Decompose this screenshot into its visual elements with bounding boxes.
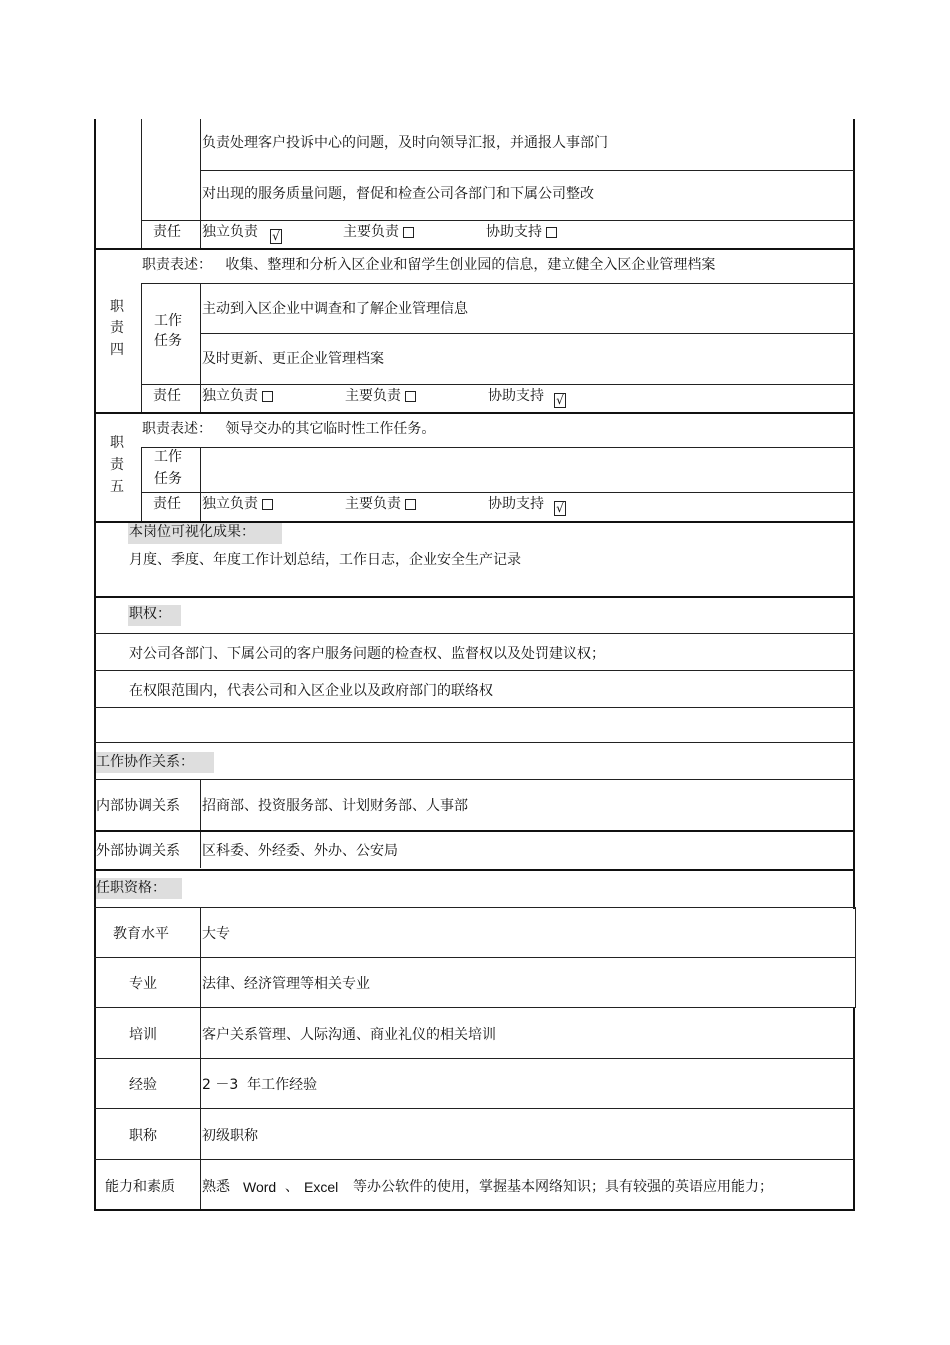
grid-coop-col	[200, 780, 201, 868]
grid-h-19	[94, 907, 856, 908]
grid-right-border-upper	[853, 119, 855, 909]
duty5-work-task-label-1: 工作	[154, 449, 182, 465]
duty5-option-main: 主要负责	[345, 496, 401, 512]
grid-h-11	[94, 596, 854, 598]
duty4-statement: 职责表述： 收集、整理和分析入区企业和留学生创业园的信息，建立健全入区企业管理档案	[142, 257, 716, 273]
grid-h-23	[94, 1108, 854, 1109]
grid-h-12	[94, 633, 854, 634]
duty5-statement: 职责表述： 领导交办的其它临时性工作任务。	[142, 421, 436, 437]
duty4-side-label-2: 责	[110, 320, 124, 336]
duty5-responsibility-label: 责任	[153, 496, 181, 512]
ability-value-part-5: 等办公软件的使用，掌握基本网络知识；具有较强的英语应用能力；	[353, 1179, 773, 1195]
internal-coordination-value: 招商部、投资服务部、计划财务部、人事部	[202, 798, 468, 814]
grid-h-13	[94, 670, 854, 671]
grid-duty5-col1	[141, 447, 142, 521]
ability-value-part-1: 熟悉	[202, 1179, 230, 1195]
visible-results-title: 本岗位可视化成果：	[129, 524, 255, 540]
duty5-main-checkbox[interactable]	[405, 499, 416, 510]
ability-value-part-3: 、	[285, 1179, 299, 1195]
duty3-main-checkbox[interactable]	[403, 227, 414, 238]
duty5-side-label-3: 五	[110, 479, 124, 495]
grid-h-15	[94, 742, 854, 743]
ability-value-part-2: Word	[243, 1179, 277, 1195]
visible-results-text: 月度、季度、年度工作计划总结，工作日志，企业安全生产记录	[129, 552, 521, 568]
duty3-task-2: 对出现的服务质量问题，督促和检查公司各部门和下属公司整改	[202, 186, 594, 202]
duty4-side-label-3: 四	[110, 342, 124, 358]
grid-h-18	[94, 869, 854, 871]
grid-duty-col2-upper	[200, 119, 201, 248]
grid-h-14	[94, 707, 854, 708]
education-label: 教育水平	[113, 926, 169, 942]
grid-h-3	[94, 248, 854, 250]
duty5-side-label-1: 职	[110, 435, 124, 451]
ability-label: 能力和素质	[105, 1179, 175, 1195]
duty4-option-independent: 独立负责	[202, 388, 258, 404]
grid-h-7	[94, 412, 854, 414]
duty4-work-task-label-2: 任务	[154, 333, 182, 349]
education-value: 大专	[202, 926, 230, 942]
experience-label: 经验	[129, 1077, 157, 1093]
grid-h-5	[200, 333, 854, 334]
grid-right-border-bottom	[853, 1007, 855, 1211]
title-rank-label: 职称	[129, 1128, 157, 1144]
cooperation-title: 工作协作关系：	[96, 754, 194, 770]
duty5-independent-checkbox[interactable]	[262, 499, 273, 510]
grid-h-2	[141, 220, 854, 221]
grid-qual-col	[200, 907, 201, 1211]
grid-h-21	[94, 1007, 856, 1008]
duty3-option-independent: 独立负责	[202, 224, 258, 240]
duty5-option-assist: 协助支持	[488, 496, 544, 512]
duty3-task-1: 负责处理客户投诉中心的问题，及时向领导汇报，并通报人事部门	[202, 135, 608, 151]
grid-h-17	[94, 830, 854, 832]
grid-h-6	[141, 384, 854, 385]
qualification-title: 任职资格：	[96, 880, 166, 896]
grid-h-16	[94, 779, 854, 780]
duty5-work-task-label-2: 任务	[154, 471, 182, 487]
major-value: 法律、经济管理等相关专业	[202, 976, 370, 992]
duty4-option-assist: 协助支持	[488, 388, 544, 404]
grid-h-25	[94, 1209, 855, 1211]
duty4-side-label-1: 职	[110, 299, 124, 315]
grid-h-22	[94, 1058, 854, 1059]
major-label: 专业	[129, 976, 157, 992]
duty5-assist-checked[interactable]: √	[554, 501, 566, 516]
grid-h-24	[94, 1159, 854, 1160]
ability-value-part-4: Excel	[304, 1179, 339, 1195]
grid-duty3-col1	[141, 119, 142, 248]
duty4-responsibility-label: 责任	[153, 388, 181, 404]
duty5-side-label-2: 责	[110, 457, 124, 473]
internal-coordination-label: 内部协调关系	[96, 798, 180, 814]
external-coordination-label: 外部协调关系	[96, 843, 180, 859]
duty4-assist-checked[interactable]: √	[554, 393, 566, 408]
duty4-work-task-label-1: 工作	[154, 313, 182, 329]
duty4-main-checkbox[interactable]	[405, 391, 416, 402]
training-label: 培训	[129, 1027, 157, 1043]
grid-h-20	[94, 957, 856, 958]
grid-h-9	[141, 492, 854, 493]
training-value: 客户关系管理、人际沟通、商业礼仪的相关培训	[202, 1027, 496, 1043]
grid-duty4-col1	[141, 284, 142, 413]
duty3-assist-checkbox[interactable]	[546, 227, 557, 238]
grid-h-10	[94, 521, 854, 523]
grid-duty4-col2	[200, 284, 201, 413]
duty5-option-independent: 独立负责	[202, 496, 258, 512]
authority-title: 职权：	[129, 606, 171, 622]
grid-left-border	[94, 119, 96, 1211]
authority-item-2: 在权限范围内，代表公司和入区企业以及政府部门的联络权	[129, 683, 493, 699]
duty4-independent-checkbox[interactable]	[262, 391, 273, 402]
duty3-responsibility-label: 责任	[153, 224, 181, 240]
duty4-task-2: 及时更新、更正企业管理档案	[202, 351, 384, 367]
authority-item-1: 对公司各部门、下属公司的客户服务问题的检查权、监督权以及处罚建议权；	[129, 646, 605, 662]
title-rank-value: 初级职称	[202, 1128, 258, 1144]
duty4-task-1: 主动到入区企业中调查和了解企业管理信息	[202, 301, 468, 317]
grid-duty5-col2	[200, 447, 201, 521]
grid-h-8	[141, 447, 854, 448]
grid-h-1	[200, 170, 854, 171]
grid-h-4	[141, 283, 854, 284]
duty3-option-main: 主要负责	[343, 224, 399, 240]
external-coordination-value: 区科委、外经委、外办、公安局	[202, 843, 398, 859]
duty3-independent-checked[interactable]: √	[270, 229, 282, 244]
duty3-option-assist: 协助支持	[486, 224, 542, 240]
experience-value: 2 －3 年工作经验	[202, 1077, 318, 1093]
duty4-option-main: 主要负责	[345, 388, 401, 404]
